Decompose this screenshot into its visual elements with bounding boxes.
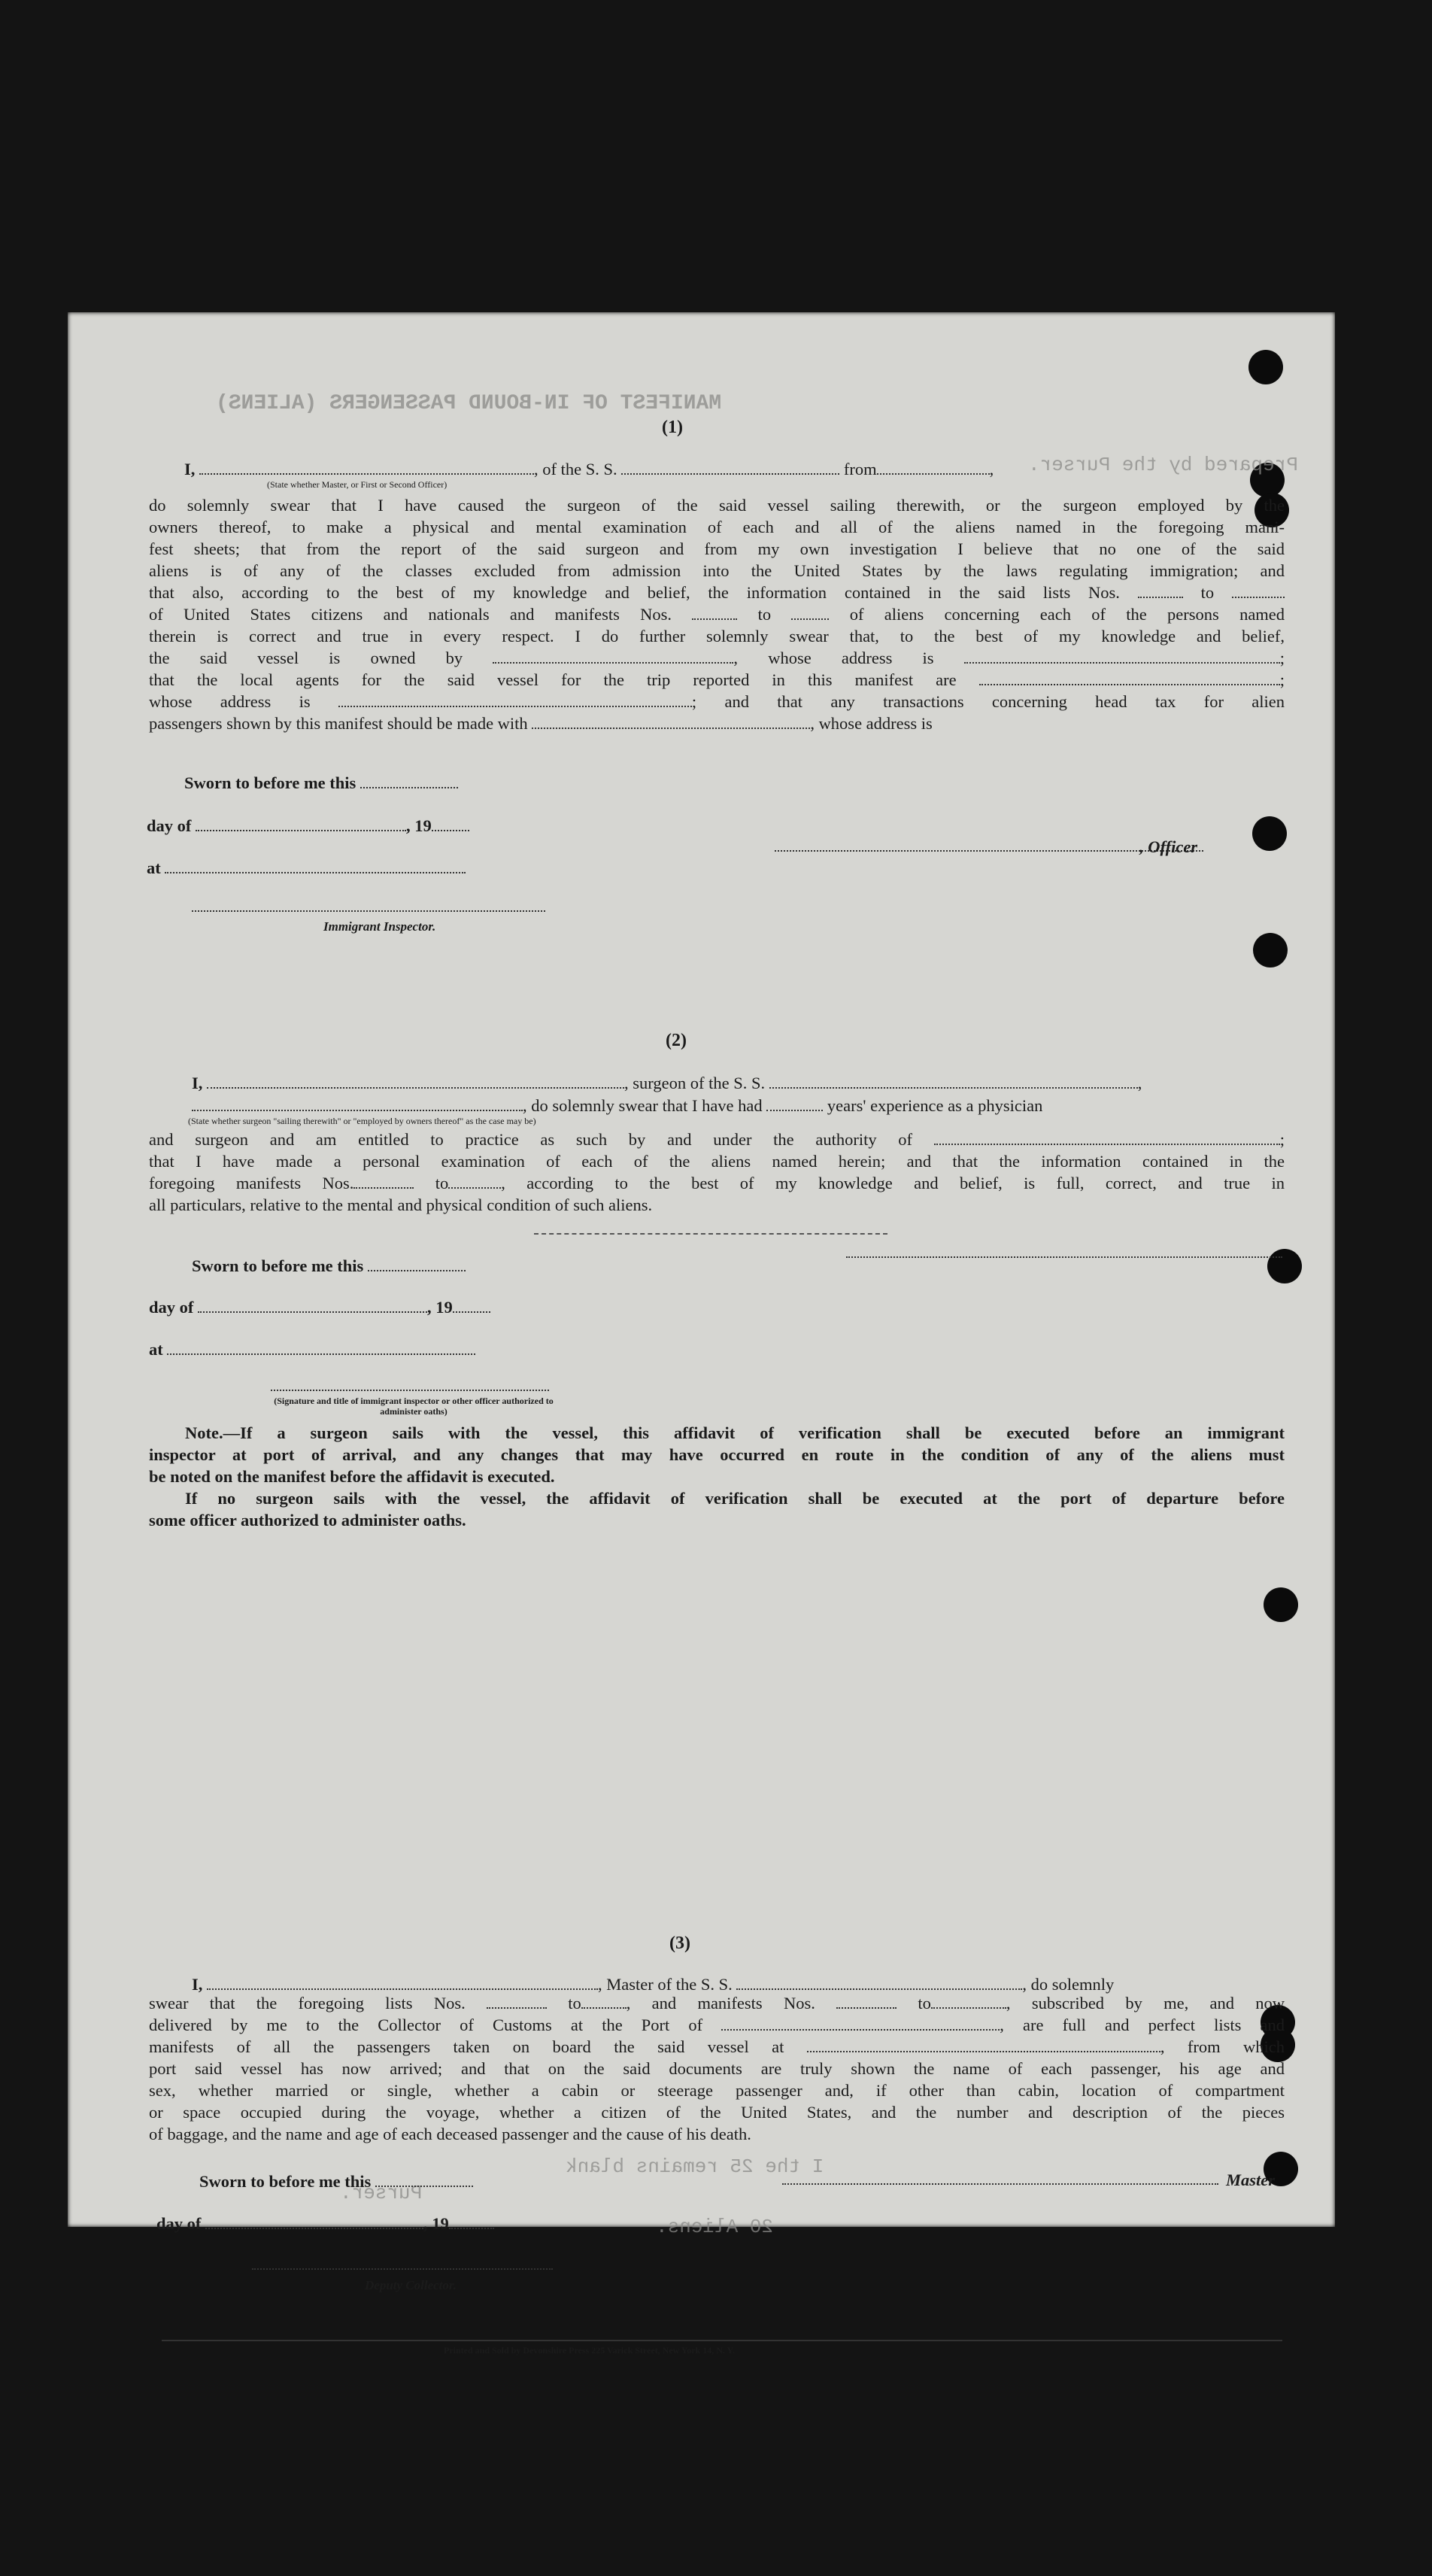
section3-first-line: I, , Master of the S. S. , do solemnly: [192, 1975, 1115, 1994]
section3-master-signature-line: [782, 2183, 1218, 2185]
section1-caption: (State whether Master, or First or Second Officer): [267, 479, 448, 490]
section1-at: at: [147, 858, 466, 877]
section2-day-of: day of , 19: [149, 1298, 490, 1317]
section3-deputy-label: Deputy Collector.: [365, 2278, 457, 2292]
printer-imprint: Printed and Sold by Devonshire Press 225 Varick Street, New York 14, N. Y.: [444, 2345, 736, 2356]
section1-first-line: I, , of the S. S. from ,: [184, 460, 994, 478]
footer-rule: [162, 2340, 1282, 2341]
bleed-through-aliens-total: 20 Aliens.: [656, 2216, 774, 2238]
section1-sworn: Sworn to before me this: [184, 773, 458, 792]
punch-hole: [1253, 933, 1288, 968]
section2-oath: and surgeon and am entitled to practice as such by and under the authority of ; that I have made a personal examination of each of the aliens named herein; and that the information contained in the foregoing manifests Nos. to , according to the best of my knowledge and belief, is full, correct, and true in all particulars, relative to the mental and physical condition of such aliens.: [149, 1130, 1285, 1214]
section3-sworn: Sworn to before me this: [199, 2172, 473, 2191]
section1-officer-label: , Officer: [1139, 837, 1198, 856]
section1-oath: do solemnly swear that I have caused the surgeon of the said vessel sailing therewith, or the surgeon employed by the owners thereof, to make a physical and mental examination of each and all of the aliens named in the foregoing mani- fest sheets; that from the report of the said surgeon and from my own investigation I believe that no one of the said aliens is of any of the classes excluded from admission into the United States by the laws regulating immigration; and that also, according to the best of my knowledge and belief, the information contained in the said lists Nos. to of United States citizens and nationals and manifests Nos. to of aliens concerning each of the persons named therein is correct and true in every respect. I do further solemnly swear that, to the best of my knowledge and belief, the said vessel is owned by , whose address is ; that the local agents for the said vessel for the trip reported in this manifest are ; whose address is ; and that any transactions concerning head tax for alien passengers shown by this manifest should be made with , whose address is: [149, 496, 1285, 733]
section3-deputy-signature-line: [252, 2268, 553, 2270]
section1-day-of: day of , 19: [147, 816, 469, 835]
section1-inspector-label: Immigrant Inspector.: [323, 919, 436, 934]
bleed-through-purser: Purser.: [340, 2182, 423, 2204]
section3-day-of: day of , 19: [156, 2214, 494, 2233]
section2-sworn: Sworn to before me this: [192, 1256, 466, 1275]
bleed-through-prepared: Prepared by the Purser.: [1028, 454, 1299, 476]
punch-hole: [1264, 1587, 1298, 1622]
section2-caption: (State whether surgeon "sailing therewith" or "employed by owners thereof" as the case may be): [188, 1116, 536, 1126]
note-block: Note.—If a surgeon sails with the vessel, this affidavit of verification shall be executed before an immigrant inspector at port of arrival, and any changes that may have occurred en route in the condition of any of the aliens must be noted on the manifest before the affidavit is executed. If no surgeon sails with the vessel, the affidavit of verification shall be executed at the port of departure before some officer authorized to administer oaths.: [149, 1423, 1285, 1530]
section2-second-line: , do solemnly swear that I have had years' experience as a physician: [192, 1096, 1042, 1115]
section2-sig-caption: (Signature and title of immigrant inspector or other officer authorized to administer oaths): [274, 1396, 554, 1417]
section3-oath: swear that the foregoing lists Nos. to , and manifests Nos. to , subscribed by me, and now delivered by me to the Collector of Customs at the Port of , are full and perfect lists and manifests of all the passengers taken on board the said vessel at , from which port said vessel has now arrived; and that on the said documents are truly shown the name of each passenger, his age and sex, whether married or single, whether a cabin or steerage passenger and, if other than cabin, location of compartment or space occupied during the voyage, whether a citizen of the United States, and the number and description of the pieces of baggage, and the name and age of each deceased passenger and the cause of his death.: [149, 1994, 1285, 2143]
section2-first-line: I, , surgeon of the S. S. ,: [192, 1074, 1142, 1092]
section-number: (2): [666, 1031, 687, 1050]
section2-divider: [534, 1232, 887, 1235]
section2-at: at: [149, 1340, 475, 1359]
punch-hole: [1267, 1249, 1302, 1283]
bleed-through-header: MANIFEST OF IN-BOUND PASSENGERS (ALIENS): [216, 392, 722, 415]
section-number: (3): [669, 1934, 690, 1953]
punch-hole: [1248, 350, 1283, 384]
section1-inspector-signature-line: [192, 910, 545, 912]
section3-master-label: Master: [1226, 2170, 1276, 2189]
section2-surgeon-signature-line: [846, 1256, 1282, 1258]
section-number: (1): [662, 418, 683, 437]
manifest-affidavit-page: [68, 312, 1335, 2356]
punch-hole: [1252, 816, 1287, 851]
bleed-through-remaining: I the 25 remains blank: [566, 2155, 824, 2178]
section2-inspector-signature-line: [271, 1390, 549, 1391]
